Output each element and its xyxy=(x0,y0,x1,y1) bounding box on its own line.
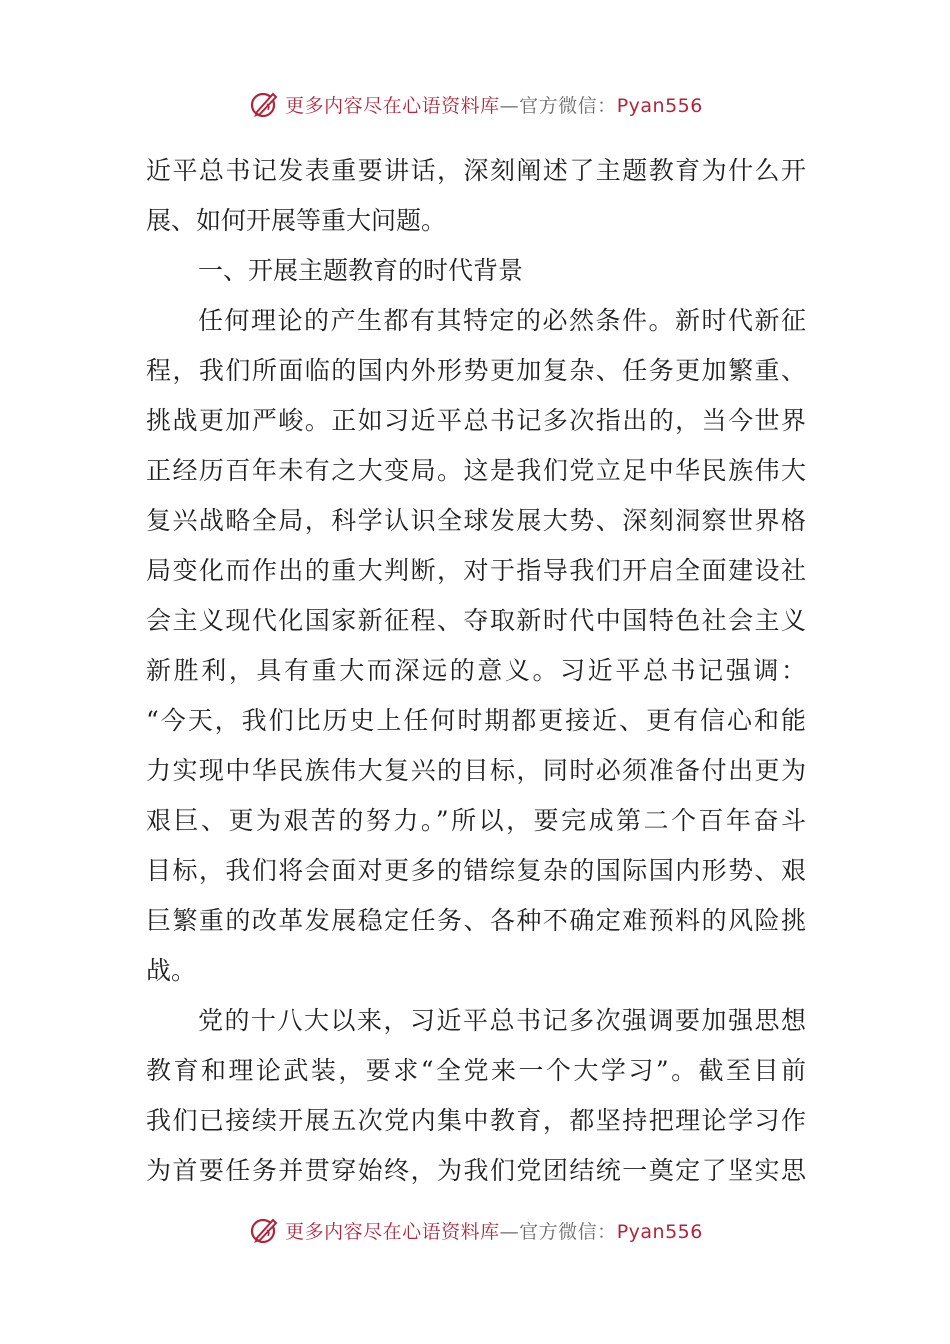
watermark-wechat: Pyan556 xyxy=(616,1220,703,1243)
watermark-sep: — xyxy=(499,1220,520,1243)
text-line: 程，我们所面临的国内外形势更加复杂、任务更加繁重、 xyxy=(146,356,806,385)
text-line: 挑战更加严峻。正如习近平总书记多次指出的，当今世界 xyxy=(146,406,806,435)
watermark-main: 更多内容尽在心语资料库 xyxy=(285,94,500,117)
text-line: “今天，我们比历史上任何时期都更接近、更有信心和能 xyxy=(146,706,806,735)
text-line: 正经历百年未有之大变局。这是我们党立足中华民族伟大 xyxy=(146,456,806,485)
text-line: 党的十八大以来，习近平总书记多次强调要加强思想 xyxy=(198,1006,806,1035)
watermark-main: 更多内容尽在心语资料库 xyxy=(285,1220,500,1243)
watermark-account: 官方微信： xyxy=(519,1220,617,1243)
pen-logo-icon xyxy=(247,87,281,121)
watermark-wechat: Pyan556 xyxy=(616,94,703,117)
text-line: 任何理论的产生都有其特定的必然条件。新时代新征 xyxy=(198,306,806,335)
document-body xyxy=(146,146,806,1196)
watermark-sep: — xyxy=(499,94,520,117)
text-line: 近平总书记发表重要讲话，深刻阐述了主题教育为什么开 xyxy=(146,156,806,185)
text-line: 复兴战略全局，科学认识全球发展大势、深刻洞察世界格 xyxy=(146,506,806,535)
text-line: 艰巨、更为艰苦的努力。”所以，要完成第二个百年奋斗 xyxy=(146,806,806,835)
text-line: 力实现中华民族伟大复兴的目标，同时必须准备付出更为 xyxy=(146,756,806,785)
footer-watermark xyxy=(0,1210,950,1250)
text-line: 我们已接续开展五次党内集中教育，都坚持把理论学习作 xyxy=(146,1106,806,1135)
watermark-account: 官方微信： xyxy=(519,94,617,117)
text-line: 巨繁重的改革发展稳定任务、各种不确定难预料的风险挑 xyxy=(146,906,806,935)
text-line: 局变化而作出的重大判断，对于指导我们开启全面建设社 xyxy=(146,556,806,585)
header-watermark xyxy=(0,84,950,124)
section-heading: 一、开展主题教育的时代背景 xyxy=(198,256,524,285)
text-line: 新胜利，具有重大而深远的意义。习近平总书记强调： xyxy=(146,656,806,685)
text-line: 为首要任务并贯穿始终，为我们党团结统一奠定了坚实思 xyxy=(146,1156,806,1185)
text-line: 会主义现代化国家新征程、夺取新时代中国特色社会主义 xyxy=(146,606,806,635)
text-line: 展、如何开展等重大问题。 xyxy=(146,206,447,235)
pen-logo-icon xyxy=(247,1213,281,1247)
text-line: 目标，我们将会面对更多的错综复杂的国际国内形势、艰 xyxy=(146,856,806,885)
text-line: 战。 xyxy=(146,956,197,985)
text-line: 教育和理论武装，要求“全党来一个大学习”。截至目前 xyxy=(146,1056,806,1085)
